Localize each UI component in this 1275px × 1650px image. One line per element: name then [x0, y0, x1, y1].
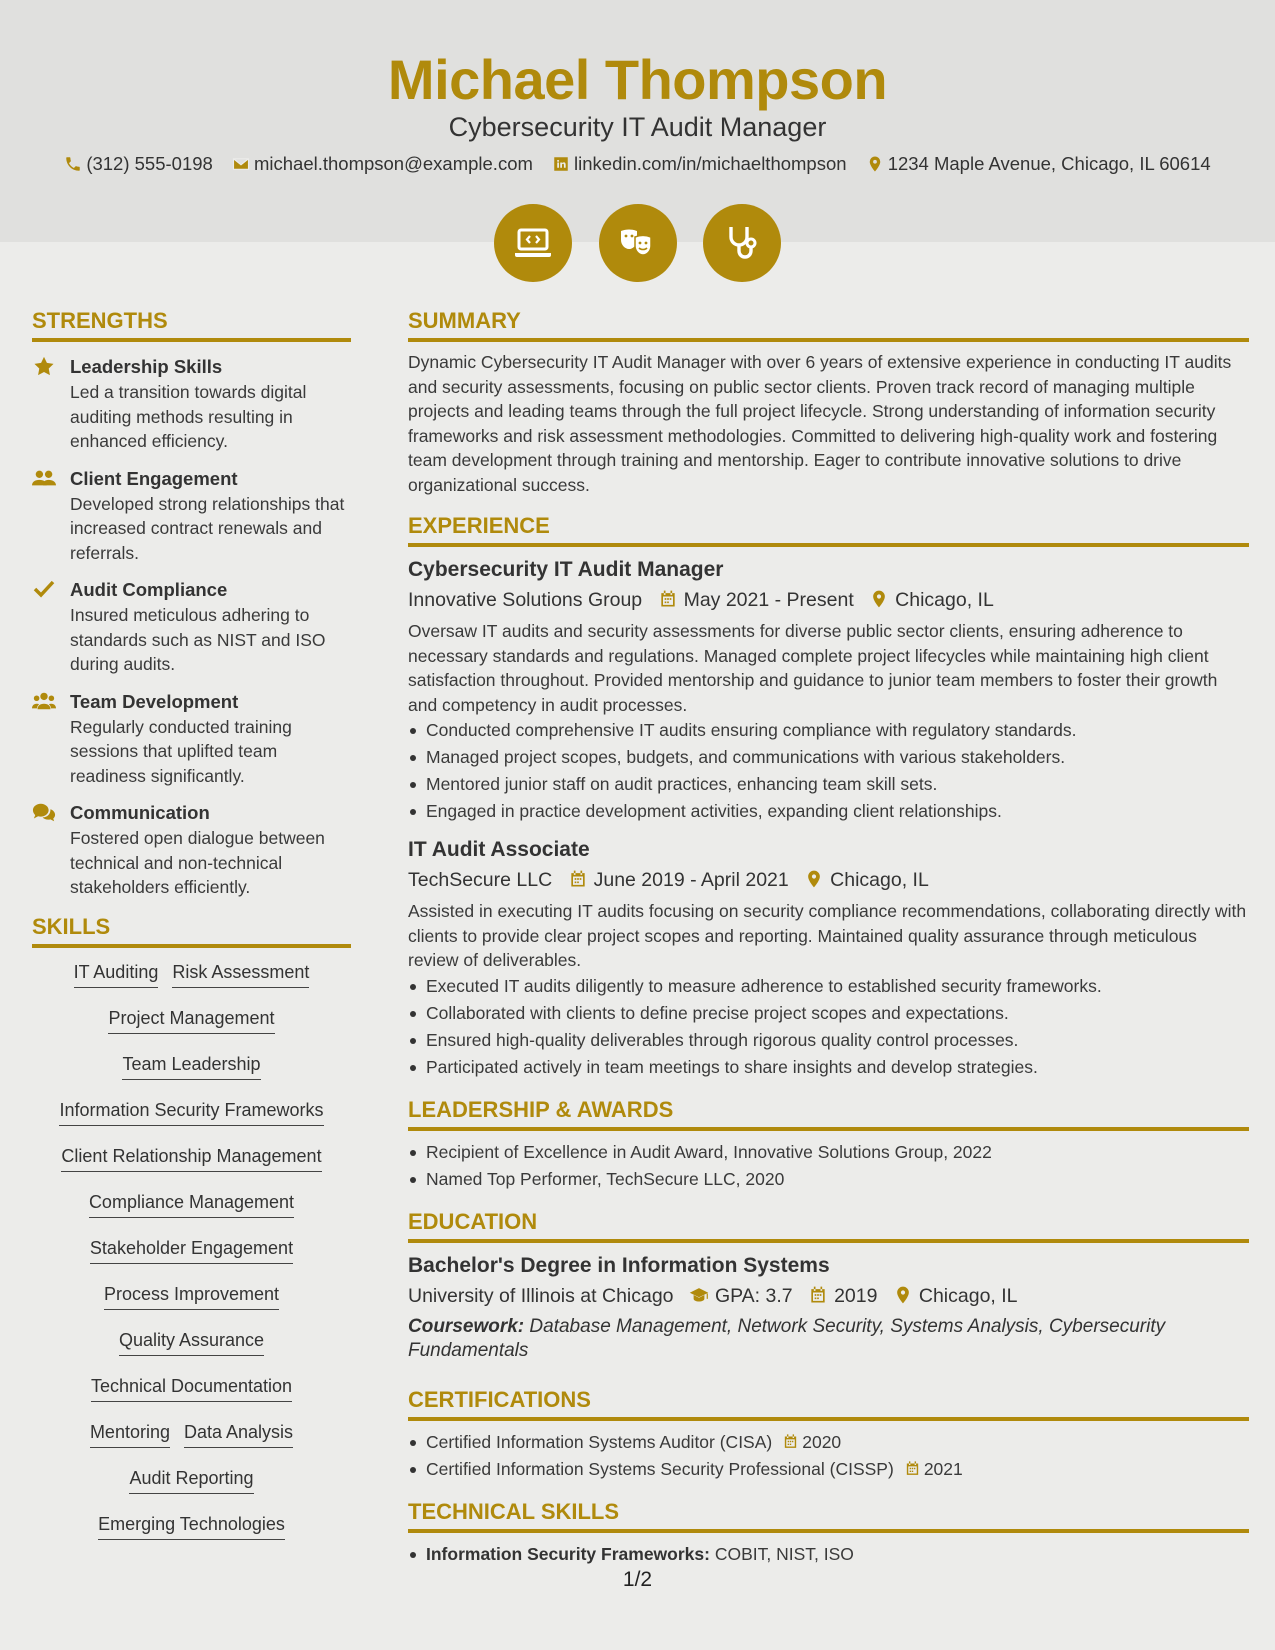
right-column — [408, 306, 1249, 1582]
job-company: TechSecure LLC — [408, 869, 553, 891]
theater-masks-icon — [599, 204, 677, 282]
strength-item — [32, 466, 351, 566]
skill-tag: Audit Reporting — [129, 1466, 253, 1494]
skill-tag: Technical Documentation — [91, 1374, 292, 1402]
job-description: Assisted in executing IT audits focusing on security compliance recommendations, collaborating directly with clients to provide clear project scopes and reporting. Maintained quality assurance through meticulous review of deliverables. — [408, 901, 1247, 970]
calendar-icon — [904, 1460, 921, 1477]
strength-title: Client Engagement — [70, 467, 238, 489]
job-bullets — [408, 973, 1249, 1081]
job-dates: June 2019 - April 2021 — [593, 869, 789, 891]
strength-title: Leadership Skills — [70, 356, 223, 377]
map-pin-icon — [893, 1285, 913, 1305]
job-bullet: Collaborated with clients to define precise project scopes and expectations. — [408, 1000, 1249, 1027]
job-location: Chicago, IL — [895, 589, 994, 611]
stethoscope-icon — [703, 204, 781, 282]
technical-skill-value: COBIT, NIST, ISO — [714, 1543, 854, 1564]
skills-list — [32, 960, 351, 1558]
envelope-icon — [232, 155, 250, 173]
laptop-code-icon — [494, 204, 572, 282]
job-bullet: Participated actively in team meetings to share insights and develop strategies. — [408, 1054, 1249, 1081]
graduation-year: 2019 — [834, 1284, 878, 1307]
skills-heading: SKILLS — [32, 912, 351, 948]
job-meta — [408, 585, 1249, 615]
certification-year: 2021 — [923, 1458, 963, 1479]
skill-tag: Team Leadership — [122, 1052, 260, 1080]
interest-badges — [0, 204, 1275, 287]
job-bullet: Mentored junior staff on audit practices, enhancing team skill sets. — [408, 771, 1249, 798]
coursework-label: Coursework: — [408, 1315, 525, 1337]
strength-desc: Fostered open dialogue between technical and non-technical stakeholders efficiently. — [70, 828, 325, 897]
left-column — [32, 306, 351, 1558]
job-company: Innovative Solutions Group — [408, 589, 643, 611]
degree-title: Bachelor's Degree in Information Systems — [408, 1253, 830, 1277]
team-icon — [32, 691, 56, 711]
skill-tag: Process Improvement — [104, 1282, 279, 1310]
job-dates: May 2021 - Present — [683, 589, 854, 611]
certifications-section — [408, 1385, 1249, 1483]
job-bullet: Engaged in practice development activities, expanding client relationships. — [408, 798, 1249, 825]
strength-desc: Led a transition towards digital auditing methods resulting in enhanced efficiency. — [70, 382, 307, 451]
strength-title: Audit Compliance — [70, 579, 228, 600]
calendar-icon — [782, 1433, 799, 1450]
map-pin-icon — [869, 589, 889, 609]
page-number: 1/2 — [622, 1568, 653, 1591]
job-entry — [408, 835, 1249, 1081]
contact-linkedin-text: linkedin.com/in/michaelthompson — [574, 153, 847, 174]
awards-list — [408, 1139, 1249, 1193]
contact-address — [866, 150, 1211, 178]
experience-section — [408, 511, 1249, 1081]
strength-title: Communication — [70, 802, 210, 823]
map-pin-icon — [804, 869, 824, 889]
skill-tag: Quality Assurance — [119, 1328, 264, 1356]
job-bullet: Executed IT audits diligently to measure adherence to established security frameworks. — [408, 973, 1249, 1000]
job-bullet: Ensured high-quality deliverables through rigorous quality control processes. — [408, 1027, 1249, 1054]
contact-phone[interactable] — [64, 150, 213, 178]
contact-phone-text: (312) 555-0198 — [86, 153, 213, 174]
certification-name: Certified Information Systems Security Professional (CISSP) — [426, 1458, 894, 1479]
contact-email[interactable] — [232, 150, 533, 178]
skill-tag: Compliance Management — [89, 1190, 294, 1218]
strength-item — [32, 800, 351, 900]
certifications-list — [408, 1429, 1249, 1483]
certification-name: Certified Information Systems Auditor (CISA) — [426, 1431, 773, 1452]
job-bullet: Managed project scopes, budgets, and communications with various stakeholders. — [408, 744, 1249, 771]
job-bullets — [408, 717, 1249, 825]
strength-title: Team Development — [70, 690, 239, 712]
award-item: Named Top Performer, TechSecure LLC, 2020 — [408, 1166, 1249, 1193]
strength-desc: Regularly conducted training sessions that uplifted team readiness significantly. — [70, 716, 292, 786]
awards-section — [408, 1095, 1249, 1193]
coursework — [408, 1315, 1249, 1363]
education-section — [408, 1207, 1249, 1363]
technical-skills-section — [408, 1497, 1249, 1568]
contact-email-text: michael.thompson@example.com — [253, 153, 533, 174]
technical-skills-list — [408, 1541, 1249, 1568]
job-location: Chicago, IL — [830, 869, 929, 891]
skill-tag: Emerging Technologies — [98, 1512, 285, 1540]
star-icon — [32, 356, 56, 376]
certifications-heading: CERTIFICATIONS — [408, 1385, 1249, 1421]
coursework-list: Database Management, Network Security, Systems Analysis, Cybersecurity Fundamentals — [408, 1315, 1166, 1361]
skill-tag: Data Analysis — [184, 1420, 293, 1448]
skill-tag: IT Auditing — [74, 960, 159, 988]
skill-tag: Mentoring — [90, 1420, 170, 1448]
technical-skills-heading: TECHNICAL SKILLS — [408, 1497, 1249, 1533]
skills-section — [32, 912, 351, 1558]
contact-address-text: 1234 Maple Avenue, Chicago, IL 60614 — [887, 153, 1211, 174]
experience-heading: EXPERIENCE — [408, 511, 1249, 547]
calendar-icon — [808, 1285, 828, 1305]
contact-linkedin[interactable] — [552, 150, 847, 178]
candidate-name: Michael Thompson — [387, 48, 888, 111]
education-meta — [408, 1281, 1249, 1311]
users-icon — [32, 468, 56, 488]
check-icon — [32, 579, 56, 599]
summary-section — [408, 306, 1249, 497]
map-pin-icon — [866, 155, 884, 173]
calendar-icon — [568, 869, 588, 889]
summary-heading: SUMMARY — [408, 306, 1249, 342]
certification-item — [408, 1456, 1249, 1483]
education-heading: EDUCATION — [408, 1207, 1249, 1243]
job-bullet: Conducted comprehensive IT audits ensuring compliance with regulatory standards. — [408, 717, 1249, 744]
gpa: GPA: 3.7 — [714, 1284, 793, 1307]
job-entry — [408, 555, 1249, 825]
strength-item — [32, 577, 351, 677]
calendar-icon — [658, 589, 678, 609]
job-meta — [408, 865, 1249, 895]
skill-tag: Project Management — [108, 1006, 274, 1034]
strengths-section — [32, 306, 351, 900]
strength-desc: Developed strong relationships that increased contract renewals and referrals. — [70, 493, 345, 563]
education-location: Chicago, IL — [918, 1284, 1018, 1307]
school-name: University of Illinois at Chicago — [408, 1284, 674, 1307]
job-title: Cybersecurity IT Audit Manager — [408, 558, 724, 581]
phone-icon — [64, 155, 82, 173]
skill-tag: Client Relationship Management — [61, 1144, 321, 1172]
strength-item — [32, 354, 351, 454]
skill-tag: Information Security Frameworks — [59, 1098, 323, 1126]
awards-heading: LEADERSHIP & AWARDS — [408, 1095, 1249, 1131]
summary-text: Dynamic Cybersecurity IT Audit Manager with over 6 years of extensive experience in conducting IT audits and security assessments, focusing on public sector clients. Proven track record of managing multiple projects and leading teams through the full project lifecycle. Strong understanding of information security frameworks and risk assessment methodologies. Committed to delivering high-quality work and fostering team development through training and mentorship. Eager to contribute innovative solutions to drive organizational success. — [408, 352, 1232, 495]
candidate-title: Cybersecurity IT Audit Manager — [448, 112, 827, 142]
skill-tag: Stakeholder Engagement — [90, 1236, 293, 1264]
strengths-heading: STRENGTHS — [32, 306, 351, 342]
skill-tag: Risk Assessment — [172, 960, 309, 988]
linkedin-icon — [552, 155, 570, 173]
contact-bar — [0, 150, 1275, 178]
job-description: Oversaw IT audits and security assessments for diverse public sector clients, ensuring adherence to necessary standards and regulations. Managed complete project lifecycles while maintaining high client satisfaction throughout. Provided mentorship and guidance to junior team members to foster their growth and competency in audit processes. — [408, 621, 1218, 715]
strength-item — [32, 689, 351, 789]
strength-desc: Insured meticulous adhering to standards such as NIST and ISO during audits. — [70, 605, 326, 674]
award-item: Recipient of Excellence in Audit Award, Innovative Solutions Group, 2022 — [408, 1139, 1249, 1166]
job-title: IT Audit Associate — [408, 838, 590, 861]
certification-year: 2020 — [802, 1431, 842, 1452]
graduation-cap-icon — [689, 1285, 709, 1305]
technical-skill-label: Information Security Frameworks: — [426, 1543, 710, 1564]
certification-item — [408, 1429, 1249, 1456]
comments-icon — [32, 802, 56, 822]
technical-skill-item — [408, 1541, 1249, 1568]
